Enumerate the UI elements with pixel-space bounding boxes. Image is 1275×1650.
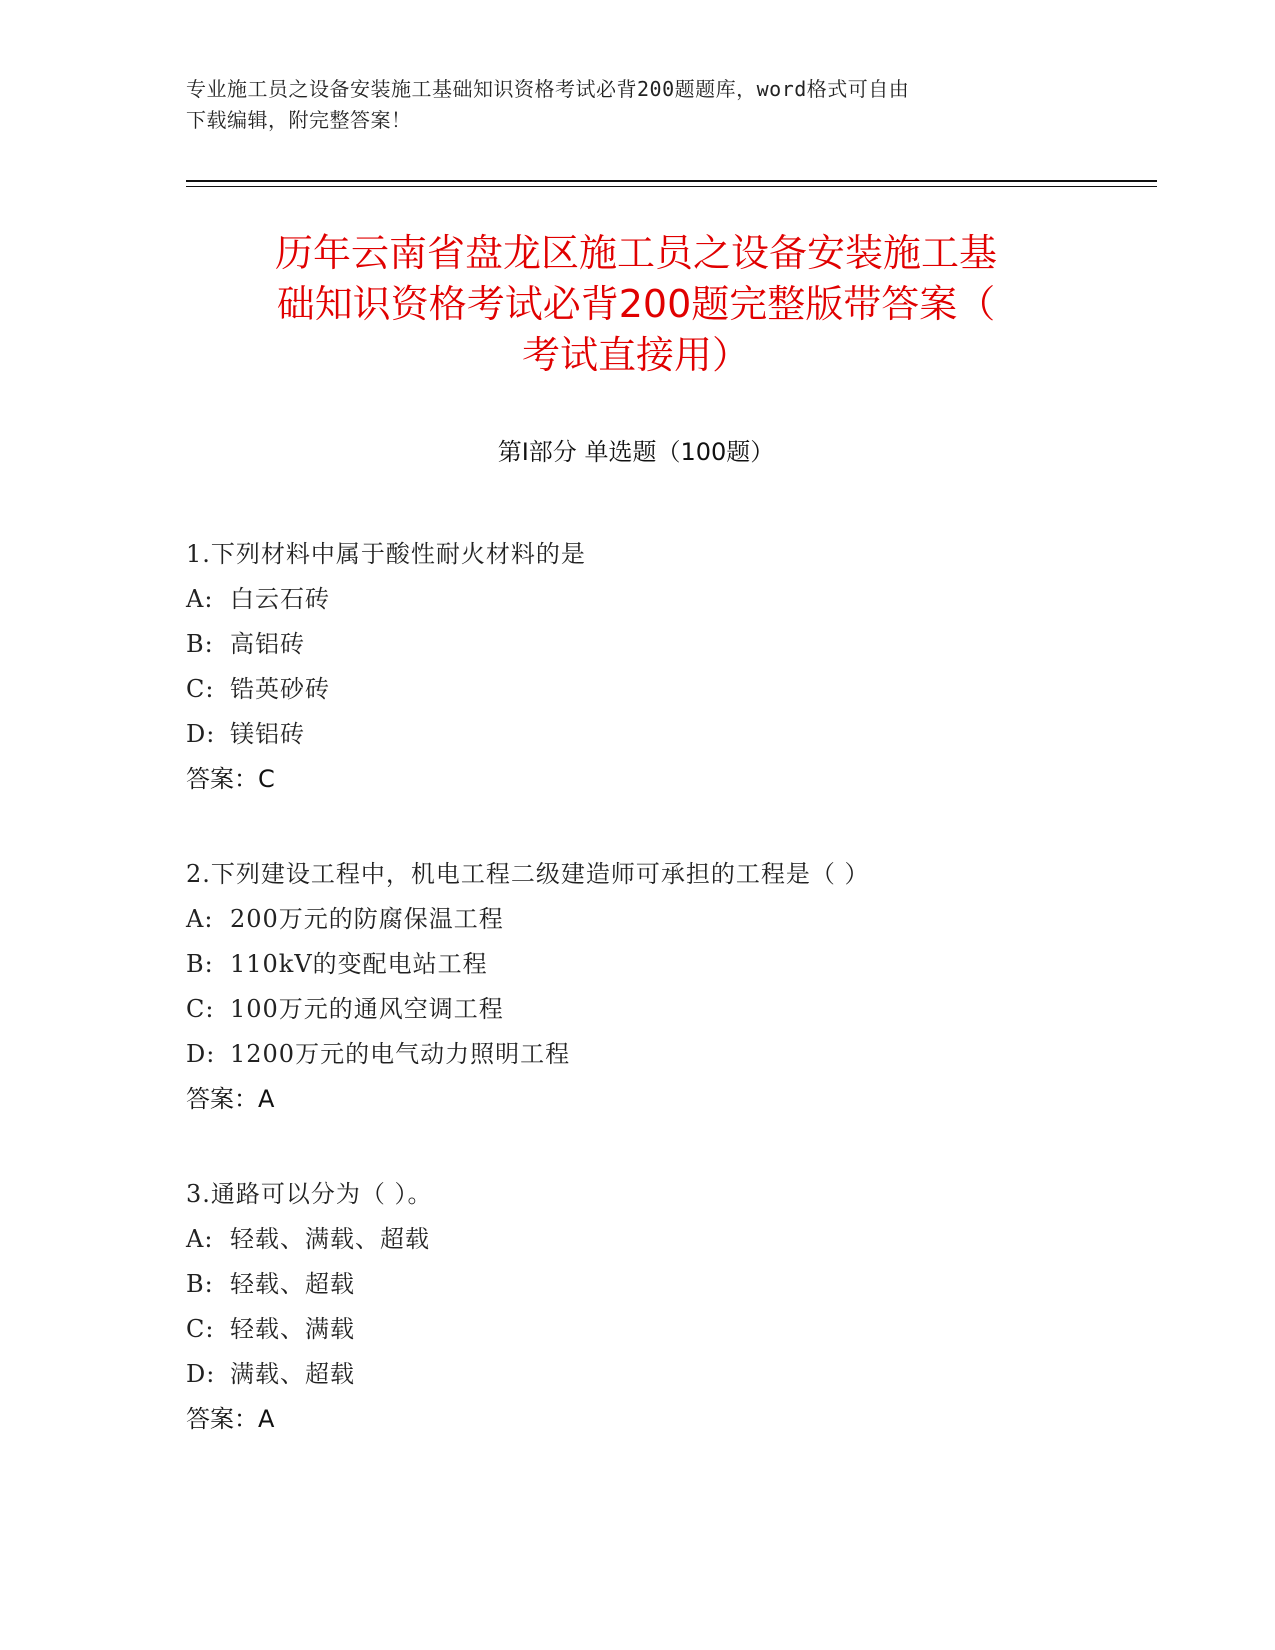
header-note-line1: 专业施工员之设备安装施工基础知识资格考试必背200题题库，word格式可自由 [186,77,910,101]
document-title-line1: 历年云南省盘龙区施工员之设备安装施工基 [274,231,997,275]
section-heading: 第Ⅰ部分 单选题（100题） [497,438,775,466]
option-text: 轻载、满载 [230,1315,355,1343]
option-letter: B: [186,630,214,658]
question-option-c [186,1307,1086,1352]
header-note-line2: 下载编辑，附完整答案！ [186,108,412,132]
question-option-b [186,942,1086,987]
option-text: 轻载、满载、超载 [230,1225,430,1253]
option-text: 白云石砖 [230,585,330,613]
question-option-a [186,1217,1086,1262]
document-title-line2: 础知识资格考试必背200题完整版带答案（ [276,282,996,326]
question-item [186,532,1086,802]
question-option-d [186,712,1086,757]
option-text: 满载、超载 [230,1360,355,1388]
header-divider-thin [186,186,1157,187]
option-letter: A: [186,1225,214,1253]
option-letter: A: [186,585,214,613]
question-option-c [186,987,1086,1032]
header-note [186,74,1086,136]
option-letter: B: [186,1270,214,1298]
option-letter: D: [186,1040,216,1068]
option-text: 1200万元的电气动力照明工程 [230,1040,571,1068]
question-answer: 答案：A [186,1405,275,1433]
option-letter: B: [186,950,214,978]
question-option-a [186,897,1086,942]
question-answer: 答案：A [186,1085,275,1113]
question-option-d [186,1032,1086,1077]
question-list [186,532,1086,1492]
option-letter: D: [186,720,216,748]
question-option-b [186,1262,1086,1307]
option-text: 110kV的变配电站工程 [230,950,488,978]
option-text: 锆英砂砖 [230,675,330,703]
option-text: 200万元的防腐保温工程 [230,905,504,933]
question-option-c [186,667,1086,712]
option-text: 轻载、超载 [230,1270,355,1298]
option-letter: C: [186,675,215,703]
question-option-d [186,1352,1086,1397]
option-text: 高铝砖 [230,630,305,658]
question-answer: 答案：C [186,765,275,793]
question-stem: 1.下列材料中属于酸性耐火材料的是 [186,540,586,568]
option-letter: A: [186,905,214,933]
option-letter: C: [186,1315,215,1343]
question-stem: 3.通路可以分为（ ）。 [186,1180,433,1208]
option-letter: D: [186,1360,216,1388]
document-title-line3: 考试直接用） [521,333,750,377]
header-divider-thick [186,180,1157,182]
option-letter: C: [186,995,215,1023]
question-item [186,852,1086,1122]
question-option-a [186,577,1086,622]
document-title [186,228,1086,381]
option-text: 100万元的通风空调工程 [230,995,504,1023]
question-item [186,1172,1086,1442]
option-text: 镁铝砖 [230,720,305,748]
question-stem: 2.下列建设工程中，机电工程二级建造师可承担的工程是（ ） [186,860,870,888]
question-option-b [186,622,1086,667]
